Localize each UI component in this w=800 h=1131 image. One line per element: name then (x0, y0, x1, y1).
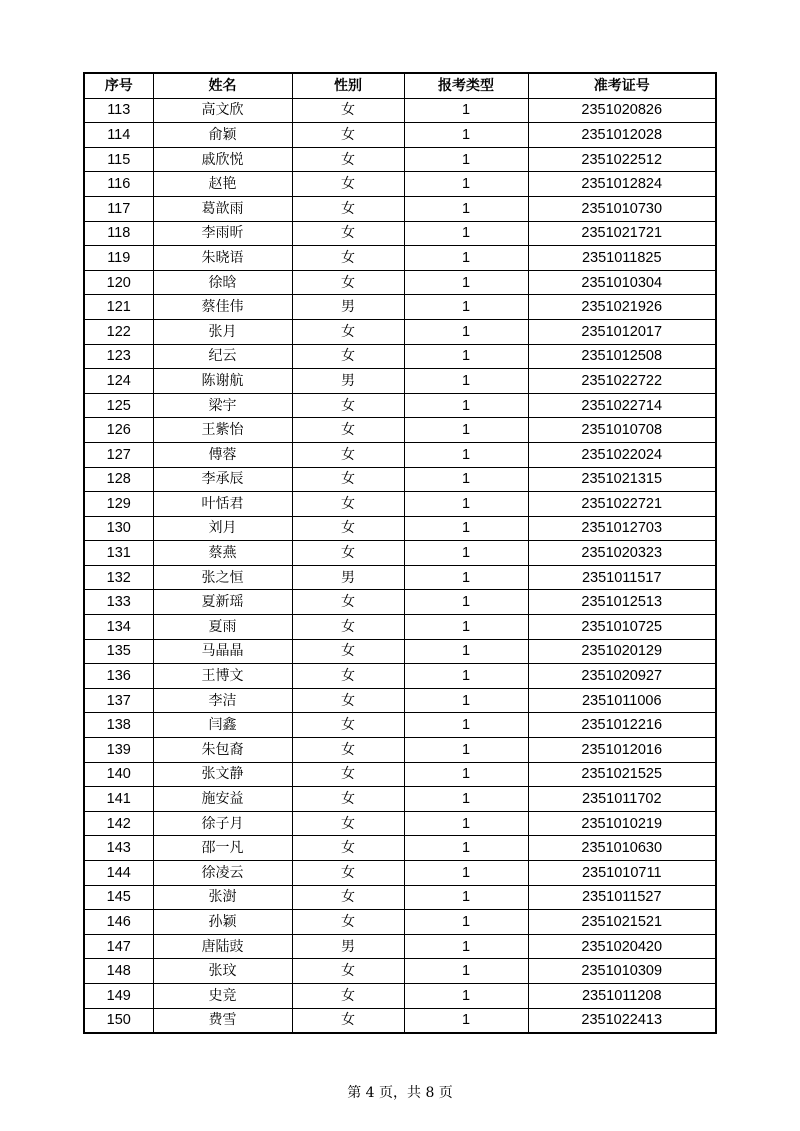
table-row (84, 393, 716, 418)
cell-index: 114 (84, 123, 153, 148)
cell-ticket-number: 2351022024 (528, 442, 716, 467)
table-row (84, 590, 716, 615)
cell-ticket-number: 2351011006 (528, 688, 716, 713)
cell-index: 141 (84, 787, 153, 812)
cell-name: 邵一凡 (153, 836, 292, 861)
candidate-table (83, 72, 717, 1034)
header-ticket-number: 准考证号 (528, 73, 716, 98)
table-header (84, 73, 716, 98)
cell-ticket-number: 2351010309 (528, 959, 716, 984)
table-row (84, 811, 716, 836)
cell-ticket-number: 2351021926 (528, 295, 716, 320)
cell-gender: 女 (292, 983, 404, 1008)
cell-index: 117 (84, 196, 153, 221)
cell-name: 蔡燕 (153, 541, 292, 566)
cell-name: 史竞 (153, 983, 292, 1008)
candidate-table-container (83, 72, 715, 1034)
cell-exam-type: 1 (404, 615, 528, 640)
cell-ticket-number: 2351010725 (528, 615, 716, 640)
cell-gender: 女 (292, 344, 404, 369)
cell-exam-type: 1 (404, 639, 528, 664)
cell-index: 132 (84, 565, 153, 590)
cell-ticket-number: 2351022714 (528, 393, 716, 418)
cell-gender: 女 (292, 221, 404, 246)
cell-index: 143 (84, 836, 153, 861)
cell-ticket-number: 2351021521 (528, 910, 716, 935)
cell-ticket-number: 2351021721 (528, 221, 716, 246)
cell-exam-type: 1 (404, 811, 528, 836)
cell-gender: 女 (292, 713, 404, 738)
cell-name: 陈谢航 (153, 369, 292, 394)
cell-name: 李雨昕 (153, 221, 292, 246)
cell-index: 140 (84, 762, 153, 787)
cell-name: 李洁 (153, 688, 292, 713)
cell-index: 116 (84, 172, 153, 197)
cell-gender: 女 (292, 861, 404, 886)
cell-index: 149 (84, 983, 153, 1008)
cell-ticket-number: 2351012703 (528, 516, 716, 541)
cell-index: 133 (84, 590, 153, 615)
cell-index: 144 (84, 861, 153, 886)
cell-exam-type: 1 (404, 885, 528, 910)
table-row (84, 270, 716, 295)
table-row (84, 1008, 716, 1033)
table-row (84, 123, 716, 148)
table-row (84, 172, 716, 197)
cell-ticket-number: 2351011527 (528, 885, 716, 910)
cell-exam-type: 1 (404, 541, 528, 566)
cell-name: 李承辰 (153, 467, 292, 492)
cell-index: 146 (84, 910, 153, 935)
cell-exam-type: 1 (404, 246, 528, 271)
cell-ticket-number: 2351010304 (528, 270, 716, 295)
cell-name: 王博文 (153, 664, 292, 689)
cell-gender: 男 (292, 369, 404, 394)
table-row (84, 565, 716, 590)
cell-ticket-number: 2351020323 (528, 541, 716, 566)
table-row (84, 319, 716, 344)
table-row (84, 983, 716, 1008)
table-row (84, 885, 716, 910)
cell-name: 高文欣 (153, 98, 292, 123)
cell-index: 137 (84, 688, 153, 713)
cell-exam-type: 1 (404, 836, 528, 861)
cell-index: 125 (84, 393, 153, 418)
cell-ticket-number: 2351012016 (528, 738, 716, 763)
cell-gender: 女 (292, 147, 404, 172)
cell-index: 121 (84, 295, 153, 320)
cell-gender: 女 (292, 196, 404, 221)
cell-exam-type: 1 (404, 664, 528, 689)
cell-index: 128 (84, 467, 153, 492)
table-row (84, 492, 716, 517)
cell-ticket-number: 2351020420 (528, 934, 716, 959)
cell-gender: 女 (292, 590, 404, 615)
cell-name: 徐子月 (153, 811, 292, 836)
table-row (84, 344, 716, 369)
cell-gender: 男 (292, 295, 404, 320)
cell-gender: 男 (292, 565, 404, 590)
cell-ticket-number: 2351012028 (528, 123, 716, 148)
cell-ticket-number: 2351012513 (528, 590, 716, 615)
cell-name: 施安益 (153, 787, 292, 812)
cell-ticket-number: 2351012508 (528, 344, 716, 369)
cell-gender: 女 (292, 959, 404, 984)
cell-exam-type: 1 (404, 590, 528, 615)
cell-name: 孙颖 (153, 910, 292, 935)
table-row (84, 369, 716, 394)
cell-exam-type: 1 (404, 516, 528, 541)
cell-ticket-number: 2351022721 (528, 492, 716, 517)
cell-ticket-number: 2351010708 (528, 418, 716, 443)
cell-gender: 女 (292, 246, 404, 271)
table-row (84, 147, 716, 172)
cell-name: 徐晗 (153, 270, 292, 295)
cell-ticket-number: 2351010219 (528, 811, 716, 836)
cell-gender: 女 (292, 836, 404, 861)
table-row (84, 295, 716, 320)
cell-ticket-number: 2351010730 (528, 196, 716, 221)
header-name: 姓名 (153, 73, 292, 98)
cell-name: 马晶晶 (153, 639, 292, 664)
cell-exam-type: 1 (404, 147, 528, 172)
table-row (84, 615, 716, 640)
cell-gender: 女 (292, 1008, 404, 1033)
cell-exam-type: 1 (404, 959, 528, 984)
table-row (84, 98, 716, 123)
cell-ticket-number: 2351010630 (528, 836, 716, 861)
cell-index: 148 (84, 959, 153, 984)
table-row (84, 541, 716, 566)
cell-exam-type: 1 (404, 688, 528, 713)
cell-name: 刘月 (153, 516, 292, 541)
cell-gender: 女 (292, 787, 404, 812)
cell-exam-type: 1 (404, 762, 528, 787)
cell-index: 136 (84, 664, 153, 689)
cell-name: 张月 (153, 319, 292, 344)
cell-name: 纪云 (153, 344, 292, 369)
cell-exam-type: 1 (404, 934, 528, 959)
cell-name: 戚欣悦 (153, 147, 292, 172)
cell-ticket-number: 2351021525 (528, 762, 716, 787)
cell-ticket-number: 2351011208 (528, 983, 716, 1008)
cell-ticket-number: 2351021315 (528, 467, 716, 492)
table-row (84, 910, 716, 935)
table-row (84, 467, 716, 492)
cell-name: 闫鑫 (153, 713, 292, 738)
cell-name: 叶恬君 (153, 492, 292, 517)
table-row (84, 442, 716, 467)
cell-gender: 女 (292, 442, 404, 467)
table-row (84, 516, 716, 541)
header-gender: 性别 (292, 73, 404, 98)
cell-index: 122 (84, 319, 153, 344)
cell-name: 朱晓语 (153, 246, 292, 271)
cell-name: 蔡佳伟 (153, 295, 292, 320)
cell-name: 赵艳 (153, 172, 292, 197)
cell-exam-type: 1 (404, 861, 528, 886)
table-row (84, 787, 716, 812)
cell-ticket-number: 2351020927 (528, 664, 716, 689)
cell-gender: 女 (292, 393, 404, 418)
cell-index: 118 (84, 221, 153, 246)
cell-gender: 女 (292, 615, 404, 640)
cell-exam-type: 1 (404, 123, 528, 148)
cell-name: 俞颖 (153, 123, 292, 148)
cell-exam-type: 1 (404, 1008, 528, 1033)
table-row (84, 934, 716, 959)
cell-gender: 女 (292, 885, 404, 910)
table-row (84, 639, 716, 664)
table-row (84, 861, 716, 886)
cell-ticket-number: 2351011702 (528, 787, 716, 812)
cell-index: 123 (84, 344, 153, 369)
cell-exam-type: 1 (404, 295, 528, 320)
cell-exam-type: 1 (404, 393, 528, 418)
cell-exam-type: 1 (404, 270, 528, 295)
cell-exam-type: 1 (404, 418, 528, 443)
cell-gender: 男 (292, 934, 404, 959)
cell-gender: 女 (292, 516, 404, 541)
cell-gender: 女 (292, 418, 404, 443)
cell-index: 115 (84, 147, 153, 172)
cell-name: 王紫怡 (153, 418, 292, 443)
table-row (84, 418, 716, 443)
cell-exam-type: 1 (404, 713, 528, 738)
cell-ticket-number: 2351011825 (528, 246, 716, 271)
table-row (84, 196, 716, 221)
table-row (84, 762, 716, 787)
cell-gender: 女 (292, 319, 404, 344)
cell-index: 135 (84, 639, 153, 664)
cell-gender: 女 (292, 98, 404, 123)
cell-name: 费雪 (153, 1008, 292, 1033)
cell-exam-type: 1 (404, 369, 528, 394)
cell-ticket-number: 2351020129 (528, 639, 716, 664)
cell-exam-type: 1 (404, 492, 528, 517)
cell-name: 张澍 (153, 885, 292, 910)
table-row (84, 836, 716, 861)
cell-name: 张玟 (153, 959, 292, 984)
cell-exam-type: 1 (404, 565, 528, 590)
cell-index: 126 (84, 418, 153, 443)
cell-index: 127 (84, 442, 153, 467)
cell-ticket-number: 2351012017 (528, 319, 716, 344)
table-row (84, 688, 716, 713)
table-row (84, 713, 716, 738)
page-footer: 第 4 页，共 8 页 (347, 1085, 453, 1101)
cell-exam-type: 1 (404, 467, 528, 492)
table-row (84, 738, 716, 763)
cell-index: 130 (84, 516, 153, 541)
cell-gender: 女 (292, 811, 404, 836)
cell-index: 145 (84, 885, 153, 910)
cell-ticket-number: 2351012216 (528, 713, 716, 738)
cell-index: 131 (84, 541, 153, 566)
cell-name: 葛歆雨 (153, 196, 292, 221)
cell-name: 夏雨 (153, 615, 292, 640)
cell-gender: 女 (292, 762, 404, 787)
cell-gender: 女 (292, 639, 404, 664)
cell-name: 夏新瑶 (153, 590, 292, 615)
cell-name: 张文静 (153, 762, 292, 787)
cell-exam-type: 1 (404, 910, 528, 935)
cell-ticket-number: 2351012824 (528, 172, 716, 197)
cell-ticket-number: 2351011517 (528, 565, 716, 590)
cell-exam-type: 1 (404, 442, 528, 467)
cell-name: 徐凌云 (153, 861, 292, 886)
cell-gender: 女 (292, 738, 404, 763)
cell-index: 119 (84, 246, 153, 271)
cell-exam-type: 1 (404, 787, 528, 812)
header-exam-type: 报考类型 (404, 73, 528, 98)
cell-gender: 女 (292, 172, 404, 197)
cell-ticket-number: 2351022512 (528, 147, 716, 172)
cell-index: 150 (84, 1008, 153, 1033)
cell-index: 138 (84, 713, 153, 738)
cell-index: 139 (84, 738, 153, 763)
cell-ticket-number: 2351020826 (528, 98, 716, 123)
header-index: 序号 (84, 73, 153, 98)
cell-name: 张之恒 (153, 565, 292, 590)
cell-exam-type: 1 (404, 98, 528, 123)
cell-name: 梁宇 (153, 393, 292, 418)
cell-gender: 女 (292, 270, 404, 295)
cell-ticket-number: 2351010711 (528, 861, 716, 886)
cell-gender: 女 (292, 664, 404, 689)
cell-gender: 女 (292, 123, 404, 148)
cell-index: 113 (84, 98, 153, 123)
cell-ticket-number: 2351022722 (528, 369, 716, 394)
cell-exam-type: 1 (404, 221, 528, 246)
cell-index: 120 (84, 270, 153, 295)
table-row (84, 959, 716, 984)
cell-gender: 女 (292, 688, 404, 713)
cell-name: 朱包裔 (153, 738, 292, 763)
cell-exam-type: 1 (404, 344, 528, 369)
cell-index: 124 (84, 369, 153, 394)
cell-gender: 女 (292, 492, 404, 517)
cell-exam-type: 1 (404, 319, 528, 344)
cell-gender: 女 (292, 910, 404, 935)
cell-gender: 女 (292, 541, 404, 566)
cell-name: 唐陆豉 (153, 934, 292, 959)
cell-gender: 女 (292, 467, 404, 492)
cell-exam-type: 1 (404, 172, 528, 197)
cell-index: 129 (84, 492, 153, 517)
cell-ticket-number: 2351022413 (528, 1008, 716, 1033)
table-row (84, 246, 716, 271)
cell-index: 147 (84, 934, 153, 959)
cell-exam-type: 1 (404, 196, 528, 221)
header-row (84, 73, 716, 98)
table-row (84, 664, 716, 689)
table-body (84, 98, 716, 1033)
cell-exam-type: 1 (404, 738, 528, 763)
cell-name: 傅蓉 (153, 442, 292, 467)
cell-index: 142 (84, 811, 153, 836)
cell-exam-type: 1 (404, 983, 528, 1008)
table-row (84, 221, 716, 246)
cell-index: 134 (84, 615, 153, 640)
